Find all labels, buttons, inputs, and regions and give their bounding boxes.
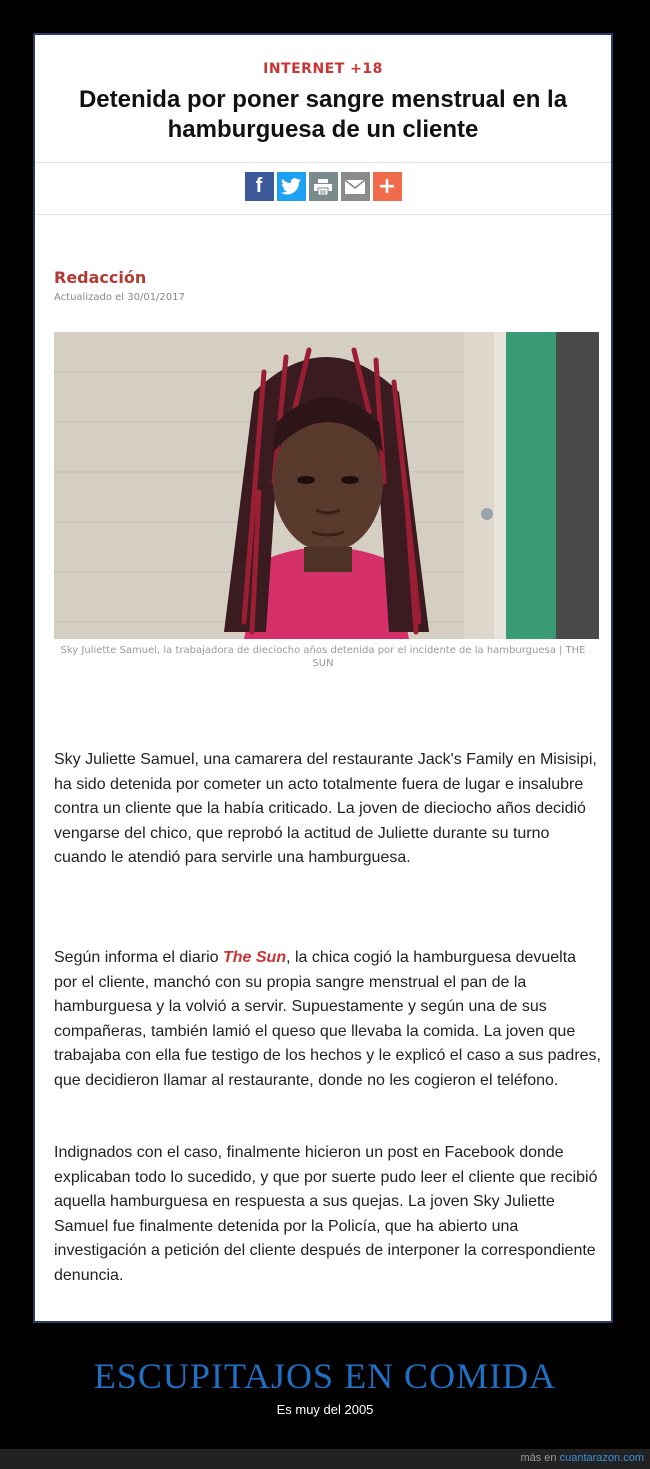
paragraph-2-intro: Según informa el diario [54,949,223,966]
article-card [33,33,613,1323]
share-bar [35,172,611,201]
facebook-share-button[interactable] [245,172,274,201]
article-paragraph-1: Sky Juliette Samuel, una camarera del restaurante Jack's Family en Misisipi, ha sido detenida por cometer un acto totalmente fuera de lugar e insalubre contra un cliente que la había criticado. La joven de dieciocho años decidió vengarse del chico, que reprobó la actitud de Juliette durante su turno cuando le atendió para servirle una hamburguesa. [54,751,597,866]
footer-credit [520,1452,644,1464]
meme-subtitle: Es muy del 2005 [276,1402,374,1417]
article-category[interactable]: INTERNET +18 [263,61,383,77]
footer-bar [0,1449,650,1469]
twitter-icon [281,178,301,195]
meme-title: ESCUPITAJOS EN COMIDA [93,1356,557,1396]
divider [35,162,611,163]
divider [35,214,611,215]
footer-prefix: más en [520,1452,560,1464]
facebook-icon: f [255,175,263,197]
printer-icon [314,179,332,195]
image-caption: Sky Juliette Samuel, la trabajadora de dieciocho años detenida por el incidente de la hamburguesa | THE SUN [60,645,586,669]
source-link[interactable]: The Sun [222,949,287,966]
site-link[interactable]: cuantarazon.com [559,1452,644,1464]
plus-icon: + [377,173,397,199]
paragraph-2-body: , la chica cogió la hamburguesa devuelta por el cliente, manchó con su propia sangre menstrual el pan de la hamburguesa y la volvió a servir. Supuestamente y según una de sus compañeras, también lamió el queso que llevaba la comida. La joven que trabajaba con ella fue testigo de los hechos y le explicó el caso a sus padres, que decidieron llamar al restaurante, donde no les cogieron el teléfono. [54,949,601,1089]
article-title: Detenida por poner sangre menstrual en la hamburguesa de un cliente [78,86,568,143]
twitter-share-button[interactable] [277,172,306,201]
article-author[interactable]: Redacción [54,268,147,287]
envelope-icon [345,180,365,194]
more-share-button[interactable] [373,172,402,201]
email-share-button[interactable] [341,172,370,201]
article-updated-date: Actualizado el 30/01/2017 [54,292,185,303]
print-button[interactable] [309,172,338,201]
article-image [54,332,599,639]
mugshot-photo [54,332,599,639]
article-paragraph-3: Indignados con el caso, finalmente hicieron un post en Facebook donde explicaban todo lo sucedido, y que por suerte pudo leer el cliente que recibió aquella hamburguesa en respuesta a sus quejas. La joven Sky Juliette Samuel fue finalmente detenida por la Policía, que ha abierto una investigación a petición del cliente después de interponer la correspondiente denuncia. [54,1144,598,1284]
article-paragraph-2 [54,946,601,1093]
